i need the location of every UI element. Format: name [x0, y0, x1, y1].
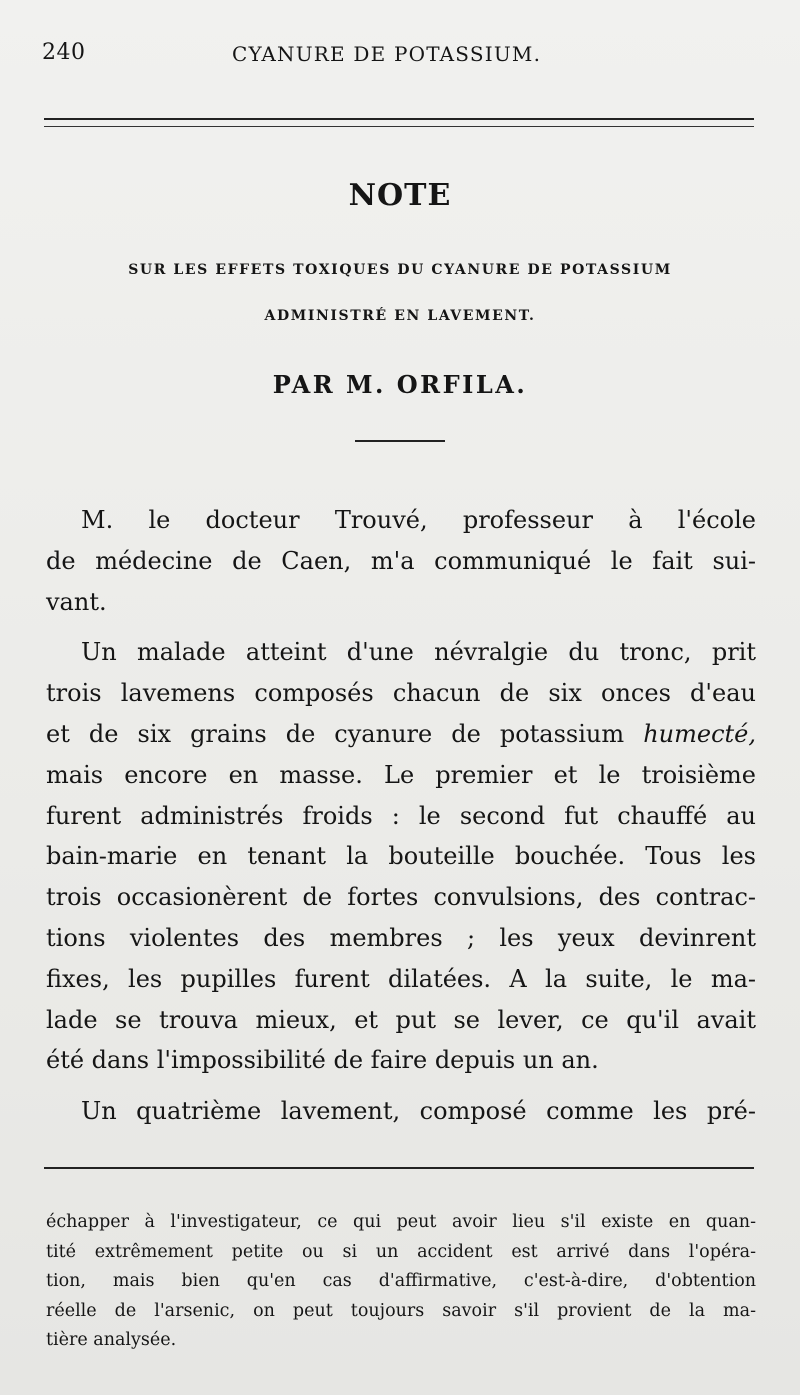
footnote-line: tière analysée.: [46, 1330, 177, 1350]
italic-word: humecté,: [643, 719, 756, 748]
page-header: [42, 40, 758, 76]
body-text: [46, 500, 756, 1132]
text-line: trois occasionèrent de fortes convulsions, des contrac-: [46, 883, 756, 912]
article-title: NOTE: [348, 178, 452, 213]
page-number: 240: [42, 40, 86, 65]
text-line: tions violentes des membres ; les yeux devinrent: [46, 923, 756, 952]
text-line: de médecine de Caen, m'a communiqué le fait sui-: [46, 546, 756, 575]
text-line: vant.: [46, 587, 107, 616]
footnote-rule: [44, 1167, 754, 1169]
footnote-line: réelle de l'arsenic, on peut toujours savoir s'il provient de la ma-: [46, 1300, 756, 1321]
text-line: été dans l'impossibilité de faire depuis un an.: [46, 1046, 599, 1075]
header-double-rule: [44, 118, 754, 127]
text-line: Un malade atteint d'une névralgie du tronc, prit: [81, 638, 756, 667]
paragraph-3: [46, 1091, 756, 1132]
running-title: CYANURE DE POTASSIUM.: [232, 42, 542, 66]
text-line: furent administrés froids : le second fut chauffé au: [46, 801, 756, 830]
title-separator-rule: [355, 440, 445, 442]
text-line: bain-marie en tenant la bouteille bouchée. Tous les: [46, 842, 756, 871]
text-line: fixes, les pupilles furent dilatées. A la suite, le ma-: [46, 964, 756, 993]
text-line-part: et de six grains de cyanure de potassium: [46, 719, 625, 748]
footnote-line: tité extrêmement petite ou si un accident est arrivé dans l'opéra-: [46, 1241, 756, 1262]
text-line: trois lavemens composés chacun de six onces d'eau: [46, 679, 756, 708]
article-author: PAR M. ORFILA.: [272, 370, 528, 399]
footnote: [46, 1208, 756, 1356]
text-line: M. le docteur Trouvé, professeur à l'école: [81, 506, 756, 534]
article-subtitle-line-2: ADMINISTRÉ EN LAVEMENT.: [264, 308, 536, 324]
text-line-with-italic: [46, 714, 756, 755]
footnote-line: tion, mais bien qu'en cas d'affirmative, c'est-à-dire, d'obtention: [46, 1271, 756, 1291]
text-line: Un quatrième lavement, composé comme les pré-: [81, 1097, 756, 1126]
paragraph-1: [46, 500, 756, 622]
text-line: lade se trouva mieux, et put se lever, ce qu'il avait: [46, 1005, 756, 1034]
article-subtitle-line-1: SUR LES EFFETS TOXIQUES DU CYANURE DE POTASSIUM: [128, 262, 672, 278]
paragraph-2: [46, 632, 756, 1081]
footnote-paragraph: [46, 1208, 756, 1356]
text-line: mais encore en masse. Le premier et le troisième: [46, 760, 756, 789]
footnote-line: échapper à l'investigateur, ce qui peut avoir lieu s'il existe en quan-: [46, 1212, 756, 1232]
